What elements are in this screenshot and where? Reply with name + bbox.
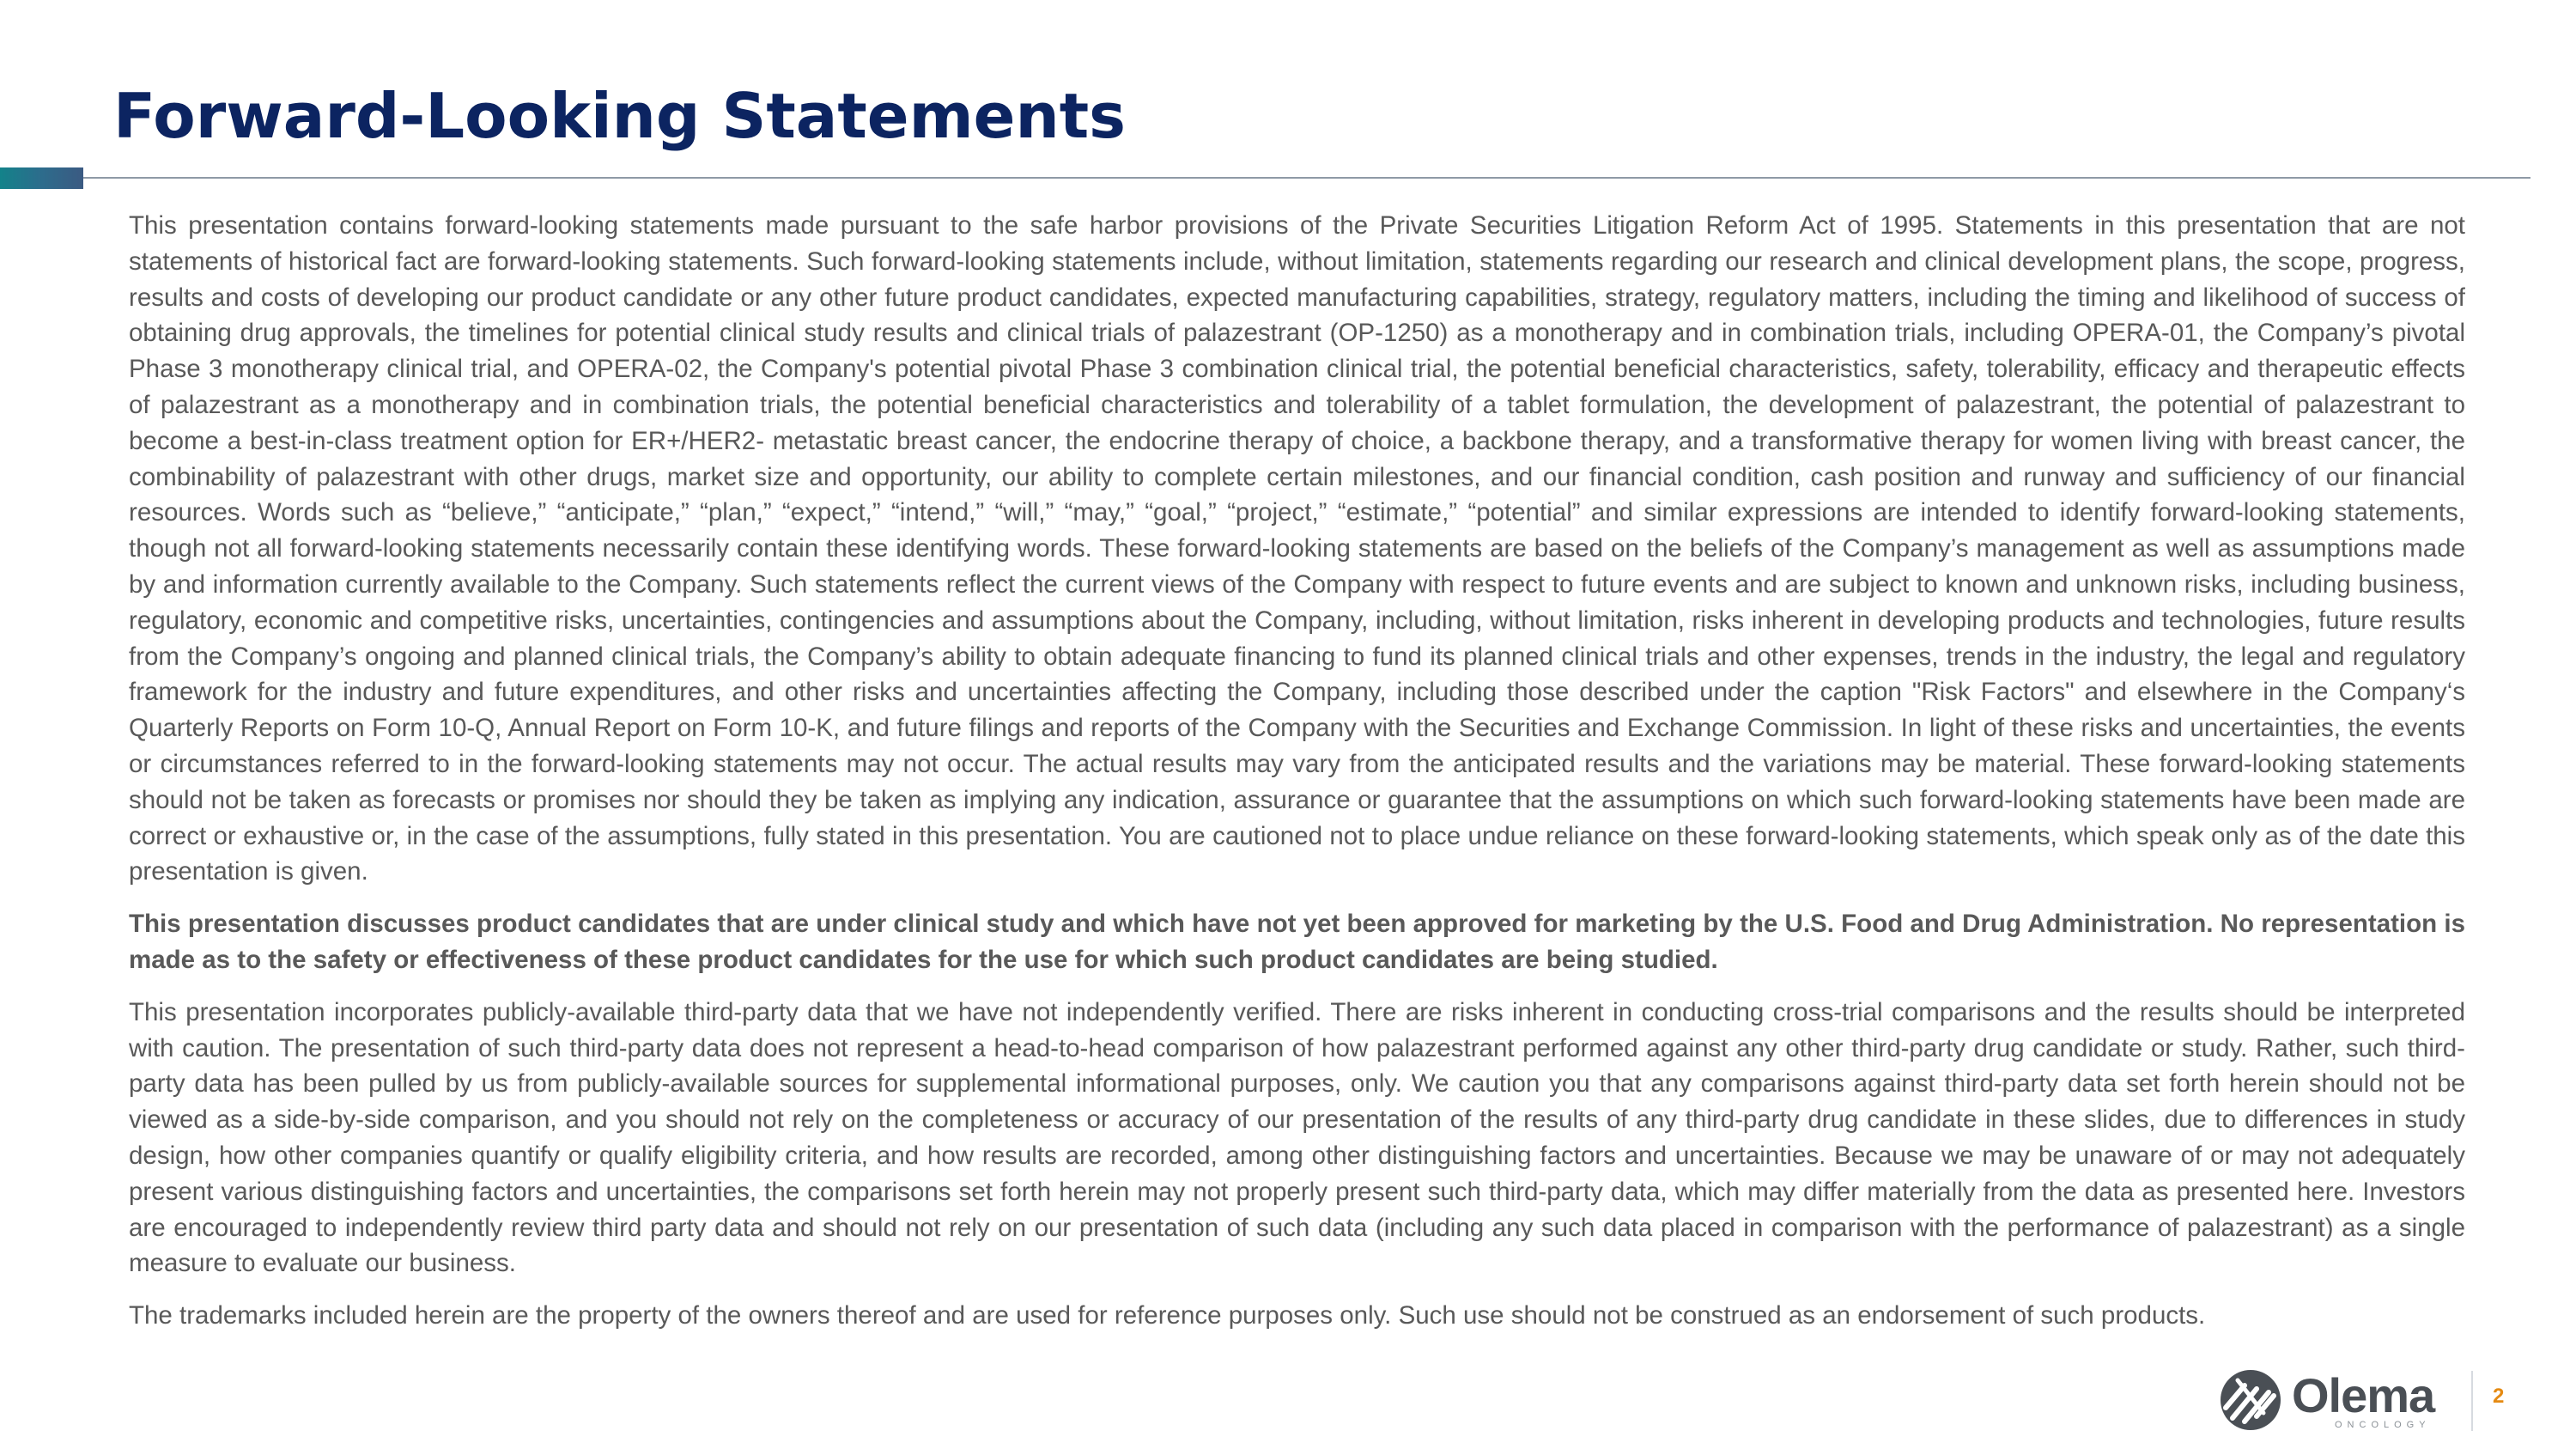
slide-title: Forward-Looking Statements — [113, 80, 1126, 152]
third-party-data-paragraph: This presentation incorporates publicly-available third-party data that we have not independently verified. There are risks inherent in conducting cross-trial comparisons and the results should be interpreted with caution. The presentation of such third-party data does not represent a head-to-head comparison of how palazestrant performed against any other third-party drug candidate or study. Rather, such third-party data has been pulled by us from publicly-available sources for supplemental informational purposes, only. We caution you that any comparisons against third-party data set forth herein should not be viewed as a side-by-side comparison, and you should not rely on the completeness or accuracy of our presentation of the results of any third-party drug candidate in these slides, due to differences in study design, how other companies quantify or qualify eligibility criteria, and how results are recorded, among other distinguishing factors and uncertainties. Because we may be unaware of or may not adequately present various distinguishing factors and uncertainties, the comparisons set forth herein may not properly present such third-party data, which may differ materially from the data as presented here. Investors are encouraged to independently review third party data and should not rely on our presentation of such data (including any such data placed in comparison with the performance of palazestrant) as a single measure to evaluate our business. — [129, 997, 2465, 1278]
forward-looking-paragraph: This presentation contains forward-looking statements made pursuant to the safe harbor provisions of the Private Securities Litigation Reform Act of 1995. Statements in this presentation that are not statements of historical fact are forward-looking statements. Such forward-looking statements include, without limitation, statements regarding our research and clinical development plans, the scope, progress, results and costs of developing our product candidate or any other future product candidates, expected manufacturing capabilities, strategy, regulatory matters, including the timing and likelihood of success of obtaining drug approvals, the timelines for potential clinical study results and clinical trials of palazestrant (OP-1250) as a monotherapy and in combination trials, including OPERA-01, the Company’s pivotal Phase 3 monotherapy clinical trial, and OPERA-02, the Company's potential pivotal Phase 3 combination clinical trial, the potential beneficial characteristics, safety, tolerability, efficacy and therapeutic effects of palazestrant as a monotherapy and in combination trials, the potential beneficial characteristics and tolerability of a tablet formulation, the development of palazestrant, the potential of palazestrant to become a best-in-class treatment option for ER+/HER2- metastatic breast cancer, the endocrine therapy of choice, a backbone therapy, and a transformative therapy for women living with breast cancer, the combinability of palazestrant with other drugs, market size and opportunity, our ability to complete certain milestones, and our financial condition, cash position and runway and sufficiency of our financial resources. Words such as “believe,” “anticipate,” “plan,” “expect,” “intend,” “will,” “may,” “goal,” “project,” “estimate,” “potential” and similar expressions are intended to identify forward-looking statements, though not all forward-looking statements necessarily contain these identifying words. These forward-looking statements are based on the beliefs of the Company’s management as well as assumptions made by and information currently available to the Company. Such statements reflect the current views of the Company with respect to future events and are subject to known and unknown risks, including business, regulatory, economic and competitive risks, uncertainties, contingencies and assumptions about the Company, including, without limitation, risks inherent in developing products and technologies, future results from the Company’s ongoing and planned clinical trials, the Company’s ability to obtain adequate financing to fund its planned clinical trials and other expenses, trends in the industry, the legal and regulatory framework for the industry and future expenditures, and other risks and uncertainties affecting the Company, including those described under the caption "Risk Factors" and elsewhere in the Company‘s Quarterly Reports on Form 10-Q, Annual Report on Form 10-K, and future filings and reports of the Company with the Securities and Exchange Commission. In light of these risks and uncertainties, the events or circumstances referred to in the forward-looking statements may not occur. The actual results may vary from the anticipated results and the variations may be material. These forward-looking statements should not be taken as forecasts or promises nor should they be taken as implying any indication, assurance or guarantee that the assumptions on which such forward-looking statements have been made are correct or exhaustive or, in the case of the assumptions, fully stated in this presentation. You are cautioned not to place undue reliance on these forward-looking statements, which speak only as of the date this presentation is given. — [129, 211, 2465, 886]
fda-notice-paragraph: This presentation discusses product candidates that are under clinical study and which have not yet been approved for marketing by the U.S. Food and Drug Administration. No representation is made as to the safety or effectiveness of these product candidates for the use for which such product candidates are being studied. — [129, 910, 2465, 974]
trademarks-paragraph: The trademarks included herein are the property of the owners thereof and are used for reference purposes only. Such use should not be construed as an endorsement of such products. — [129, 1301, 2206, 1330]
page-number: 2 — [2493, 1385, 2505, 1408]
logo-wordmark: Olema — [2292, 1368, 2435, 1422]
title-rule-accent — [0, 167, 83, 189]
olema-logo-mark-icon — [2219, 1368, 2282, 1432]
logo-tagline: ONCOLOGY — [2335, 1420, 2431, 1430]
disclaimer-body — [129, 208, 2465, 1350]
footer-divider — [2471, 1371, 2473, 1431]
olema-logo — [2219, 1368, 2442, 1434]
title-rule-line — [83, 177, 2530, 179]
